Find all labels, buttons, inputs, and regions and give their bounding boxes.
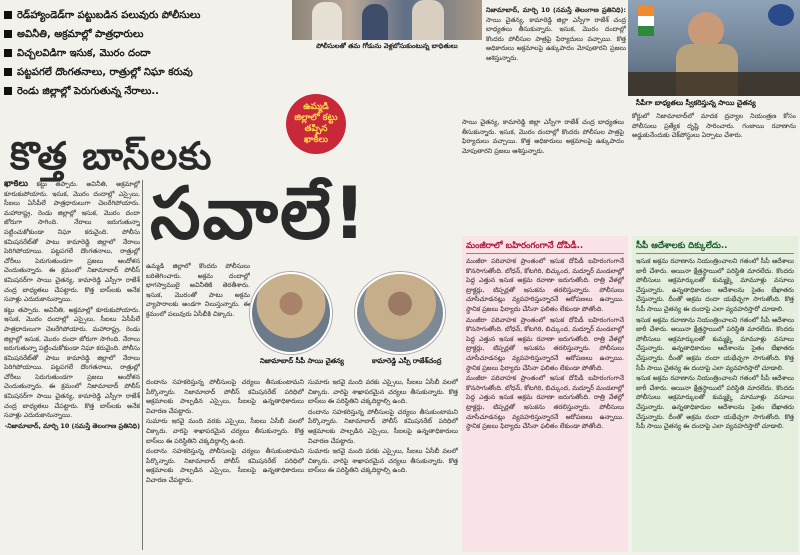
manjeera-body [466,257,624,547]
mid-column-text: ఉమ్మడి జిల్లాలో కొందరు పోలీసులు బరితెగించారు. అక్రమ దందాల్లో భాగస్వాములై అవినీతికి తెరతీశారు. ఇసుక, మొరంతో పాటు అక్రమ వ్యాపారాలకు అండగా నిలుస్తున్నారు. ఈ క్రమంలో పలువురు ఏసీబీకి చిక్కారు. [146,262,250,318]
right-photo-caption: సీపీగా బాధ్యతలు స్వీకరిస్తున్న సాయి చైతన్య [636,99,756,107]
bullet-list [4,6,286,101]
bullet-item [4,82,286,101]
cp-box-title: సీపీ ఆదేశాలకు దిక్కులేదు.. [636,239,794,254]
cp-box-text: ఇసుక అక్రమ రవాణాను నియంత్రించాలని గతంలో సీపీ ఆదేశాలు జారీ చేశారు. అయినా క్షేత్రస్థాయిలో పరిస్థితి మారలేదు. కొందరు పోలీసులు అక్రమార్కులతో కుమ్మక్కై మామూళ్లు వసూలు చేస్తున్నారు. ఉన్నతాధికారుల ఆదేశాలను సైతం బేఖాతరు చేస్తున్నారు. దీంతో అక్రమ దందా యథేచ్ఛగా సాగుతోంది. కొత్త సీపీ సాయి చైతన్య ఈ దందాపై ఎలా వ్యవహరిస్తారో చూడాలి. [636,257,794,313]
left-column-text: కట్టు తప్పారు. అవినీతి, అక్రమాల్లో కూరుకుపోయారు. ఇసుక, మొరం దందాల్లో ఎస్సైలు, సీఐలు ఏసీపీలే పాత్రధారులుగా చెలరేగిపోయారు. మహారాష్ట్ర, రెండు జిల్లాల్లో ఇసుక, మొరం దందా జోరుగా సాగింది. నేరాలు జరుగుతున్నా పట్టించుకోకుండా నిఘా కరువైంది. పోలీసు కమిషనరేట్‌తో పాటు కామారెడ్డి జిల్లాలో నేరాలు పెరిగిపోయాయి. పట్టపగలే దొంగతనాలు, రాత్రుల్లో చోరీలు పెరుగుతుండగా ప్రజలు ఆందోళన చెందుతున్నారు. ఈ క్రమంలో నిజామాబాద్ పోలీస్ కమిషనర్‌గా సాయి చైతన్య, కామారెడ్డి ఎస్పీగా రాజేశ్ చంద్ర బాధ్యతలు చేపట్టారు. కొత్త బాస్‌లకు అనేక సవాళ్లు ఎదురుకానున్నాయి. [4,180,140,304]
cp-box-text-3: ఇసుక అక్రమ రవాణాను నియంత్రించాలని గతంలో సీపీ ఆదేశాలు జారీ చేశారు. అయినా క్షేత్రస్థాయిలో పరిస్థితి మారలేదు. కొందరు పోలీసులు అక్రమార్కులతో కుమ్మక్కై మామూళ్లు వసూలు చేస్తున్నారు. ఉన్నతాధికారుల ఆదేశాలను సైతం బేఖాతరు చేస్తున్నారు. దీంతో అక్రమ దందా యథేచ్ఛగా సాగుతోంది. కొత్త సీపీ సాయి చైతన్య ఈ దందాపై ఎలా వ్యవహరిస్తారో చూడాలి. [636,374,794,431]
sp-photo [355,272,445,354]
bullet-item [4,63,286,82]
cp-box-body [636,257,794,547]
top-column [486,6,626,116]
headline-line-1: కొత్త బాస్‌లకు [10,134,213,178]
left-column-text-continued: కట్టు తప్పారు. అవినీతి, అక్రమాల్లో కూరుకుపోయారు. ఇసుక, మొరం దందాల్లో ఎస్సైలు, సీఐలు ఏసీపీలే పాత్రధారులుగా చెలరేగిపోయారు. మహారాష్ట్ర, రెండు జిల్లాల్లో ఇసుక, మొరం దందా జోరుగా సాగింది. నేరాలు జరుగుతున్నా పట్టించుకోకుండా నిఘా కరువైంది. పోలీసు కమిషనరేట్‌తో పాటు కామారెడ్డి జిల్లాలో నేరాలు పెరిగిపోయాయి. పట్టపగలే దొంగతనాలు, రాత్రుల్లో చోరీలు పెరుగుతుండగా ప్రజలు ఆందోళన చెందుతున్నారు. ఈ క్రమంలో నిజామాబాద్ పోలీస్ కమిషనర్‌గా సాయి చైతన్య, కామారెడ్డి ఎస్పీగా రాజేశ్ చంద్ర బాధ్యతలు చేపట్టారు. కొత్త బాస్‌లకు అనేక సవాళ్లు ఎదురుకానున్నాయి. [4,305,140,420]
cp-photo [250,272,332,354]
manjeera-title: మంజీరాలో బహిరంగంగానే దోపిడీ.. [466,239,624,254]
article-column-a-text: సాయి చైతన్య, కామారెడ్డి జిల్లా ఎస్పీగా రాజేశ్ చంద్ర బాధ్యతలు తీసుకున్నారు. ఇసుక, మొరం దందాల్లో కొందరు పోలీసుల పాత్రపై ఫిర్యాదులు వచ్చాయి. కొత్త అధికారులు అక్రమాలపై ఉక్కుపాదం మోపుతారని ప్రజలు ఆశిస్తున్నారు. [462,118,624,155]
cp-box [632,236,798,552]
bullet-text: అవినీతి, అక్రమాల్లో పాత్రధారులు [17,29,144,40]
dateline: నిజామాబాద్, మార్చి 10 (నమస్తే తెలంగాణ ప్రతినిధి): [486,6,626,14]
mid-column [146,262,250,374]
flag-icon [638,6,654,36]
article-column-b [632,112,796,234]
badge [286,94,346,154]
bullet-text: పట్టపగలే దొంగతనాలు, రాత్రుల్లో నిఘా కరువు [17,67,193,78]
top-photo-caption: పోలీసులతో తమ గోడును వెళ్లబోసుకుంటున్న బాధితులు [316,42,458,50]
bottom-column-b-text-3: సుమారు ఇరవై మంది వరకు ఎస్సైలు, సీఐలు ఏసీబీ వలలో చిక్కారు. వారిపై శాఖాపరమైన చర్యలు తీసుకున్నారు. కొత్త బాస్‌లు ఈ పరిస్థితిని చక్కదిద్దాల్సి ఉంది. [308,447,458,475]
manjeera-text-2: మంజీరా పరివాహక ప్రాంతంలో ఇసుక దోపిడీ బహిరంగంగానే కొనసాగుతోంది. బోధన్, కోటగిరి, బిచ్కుంద, మద్నూర్ మండలాల్లో పెద్ద ఎత్తున ఇసుక అక్రమ రవాణా జరుగుతోంది. రాత్రి వేళల్లో ట్రాక్టర్లు, టిప్పర్లతో ఇసుకను తరలిస్తున్నారు. పోలీసులు చూసీచూడనట్లు వ్యవహరిస్తున్నారనే ఆరోపణలు ఉన్నాయి. స్థానిక ప్రజలు ఫిర్యాదు చేసినా ఫలితం లేకుండా పోతోంది. [466,315,624,372]
lead-word: ఖాకీలు [4,180,28,189]
top-column-text: సాయి చైతన్య, కామారెడ్డి జిల్లా ఎస్పీగా రాజేశ్ చంద్ర బాధ్యతలు తీసుకున్నారు. ఇసుక, మొరం దందాల్లో కొందరు పోలీసుల పాత్రపై ఫిర్యాదులు వచ్చాయి. కొత్త అధికారులు అక్రమాలపై ఉక్కుపాదం మోపుతారని ప్రజలు ఆశిస్తున్నారు. [486,15,626,62]
emblem-icon [768,4,794,26]
manjeera-text-3: మంజీరా పరివాహక ప్రాంతంలో ఇసుక దోపిడీ బహిరంగంగానే కొనసాగుతోంది. బోధన్, కోటగిరి, బిచ్కుంద, మద్నూర్ మండలాల్లో పెద్ద ఎత్తున ఇసుక అక్రమ రవాణా జరుగుతోంది. రాత్రి వేళల్లో ట్రాక్టర్లు, టిప్పర్లతో ఇసుకను తరలిస్తున్నారు. పోలీసులు చూసీచూడనట్లు వ్యవహరిస్తున్నారనే ఆరోపణలు ఉన్నాయి. స్థానిక ప్రజలు ఫిర్యాదు చేసినా ఫలితం లేకుండా పోతోంది. [466,374,624,431]
bottom-column-b [308,378,458,550]
signoff: -నిజామాబాద్, మార్చి 10 (నమస్తే తెలంగాణ ప్రతినిధి) [4,421,140,430]
bullet-text: రెండు జిల్లాల్లో పెరుగుతున్న నేరాలు.. [17,86,159,97]
article-column-b-text: కోర్టులో నిజామాబాద్‌లో మాదక ద్రవ్యాల నియంత్రణ కోసం పోలీసులు ప్రత్యేక దృష్టి సారించారు. గంజాయి రవాణాను అడ్డుకునేందుకు చెక్‌పోస్టులు ఏర్పాటు చేశారు. [632,112,796,140]
bullet-item [4,6,286,25]
bullet-text: రెడ్‌హ్యాండెడ్‌గా పట్టుబడిన పలువురు పోలీసులు [17,10,201,21]
cp-photo-caption: నిజామాబాద్ సీపీ సాయి చైతన్య [260,357,344,365]
cp-box-text-2: ఇసుక అక్రమ రవాణాను నియంత్రించాలని గతంలో సీపీ ఆదేశాలు జారీ చేశారు. అయినా క్షేత్రస్థాయిలో పరిస్థితి మారలేదు. కొందరు పోలీసులు అక్రమార్కులతో కుమ్మక్కై మామూళ్లు వసూలు చేస్తున్నారు. ఉన్నతాధికారుల ఆదేశాలను సైతం బేఖాతరు చేస్తున్నారు. దీంతో అక్రమ దందా యథేచ్ఛగా సాగుతోంది. కొత్త సీపీ సాయి చైతన్య ఈ దందాపై ఎలా వ్యవహరిస్తారో చూడాలి. [636,315,794,372]
bottom-column-b-text-2: దందాను సహకరిస్తున్న పోలీసులపై చర్యలు తీసుకుంటామని పేర్కొన్నారు. నిజామాబాద్ పోలీస్ కమిషనరేట్ పరిధిలో అక్రమాలకు పాల్పడిన ఎస్సైలు, సీఐలపై ఉన్నతాధికారులు విచారణ చేపట్టారు. [308,407,458,445]
bullet-icon [4,87,12,95]
bullet-icon [4,11,12,19]
bullet-text: విచ్చలవిడిగా ఇసుక, మొరం దందా [17,48,151,59]
bullet-icon [4,49,12,57]
right-photo [628,0,800,96]
bullet-icon [4,68,12,76]
badge-text: ఉమ్మడి జిల్లాలో కట్టు తప్పిన ఖాకీలు [294,102,338,145]
bottom-column-a-text: దందాను సహకరిస్తున్న పోలీసులపై చర్యలు తీసుకుంటామని పేర్కొన్నారు. నిజామాబాద్ పోలీస్ కమిషనరేట్ పరిధిలో అక్రమాలకు పాల్పడిన ఎస్సైలు, సీఐలపై ఉన్నతాధికారులు విచారణ చేపట్టారు. [146,378,304,415]
manjeera-box [462,236,628,552]
sp-photo-caption: కామారెడ్డి ఎస్పీ రాజేశ్‌చంద్ర [372,357,442,365]
bullet-item [4,25,286,44]
bottom-column-a-text-3: దందాను సహకరిస్తున్న పోలీసులపై చర్యలు తీసుకుంటామని పేర్కొన్నారు. నిజామాబాద్ పోలీస్ కమిషనరేట్ పరిధిలో అక్రమాలకు పాల్పడిన ఎస్సైలు, సీఐలపై ఉన్నతాధికారులు విచారణ చేపట్టారు. [146,447,304,484]
bullet-item [4,44,286,63]
top-photo [292,0,482,40]
left-column [4,180,140,548]
bullet-icon [4,30,12,38]
bottom-column-b-text: సుమారు ఇరవై మంది వరకు ఎస్సైలు, సీఐలు ఏసీబీ వలలో చిక్కారు. వారిపై శాఖాపరమైన చర్యలు తీసుకున్నారు. కొత్త బాస్‌లు ఈ పరిస్థితిని చక్కదిద్దాల్సి ఉంది. [308,378,458,406]
bottom-column-a-text-2: సుమారు ఇరవై మంది వరకు ఎస్సైలు, సీఐలు ఏసీబీ వలలో చిక్కారు. వారిపై శాఖాపరమైన చర్యలు తీసుకున్నారు. కొత్త బాస్‌లు ఈ పరిస్థితిని చక్కదిద్దాల్సి ఉంది. [146,417,304,445]
column-divider [142,180,143,550]
manjeera-text: మంజీరా పరివాహక ప్రాంతంలో ఇసుక దోపిడీ బహిరంగంగానే కొనసాగుతోంది. బోధన్, కోటగిరి, బిచ్కుంద, మద్నూర్ మండలాల్లో పెద్ద ఎత్తున ఇసుక అక్రమ రవాణా జరుగుతోంది. రాత్రి వేళల్లో ట్రాక్టర్లు, టిప్పర్లతో ఇసుకను తరలిస్తున్నారు. పోలీసులు చూసీచూడనట్లు వ్యవహరిస్తున్నారనే ఆరోపణలు ఉన్నాయి. స్థానిక ప్రజలు ఫిర్యాదు చేసినా ఫలితం లేకుండా పోతోంది. [466,257,624,313]
bottom-column-a [146,378,304,550]
headline-line-2: సవాలే! [150,171,368,255]
article-column-a [462,118,624,236]
